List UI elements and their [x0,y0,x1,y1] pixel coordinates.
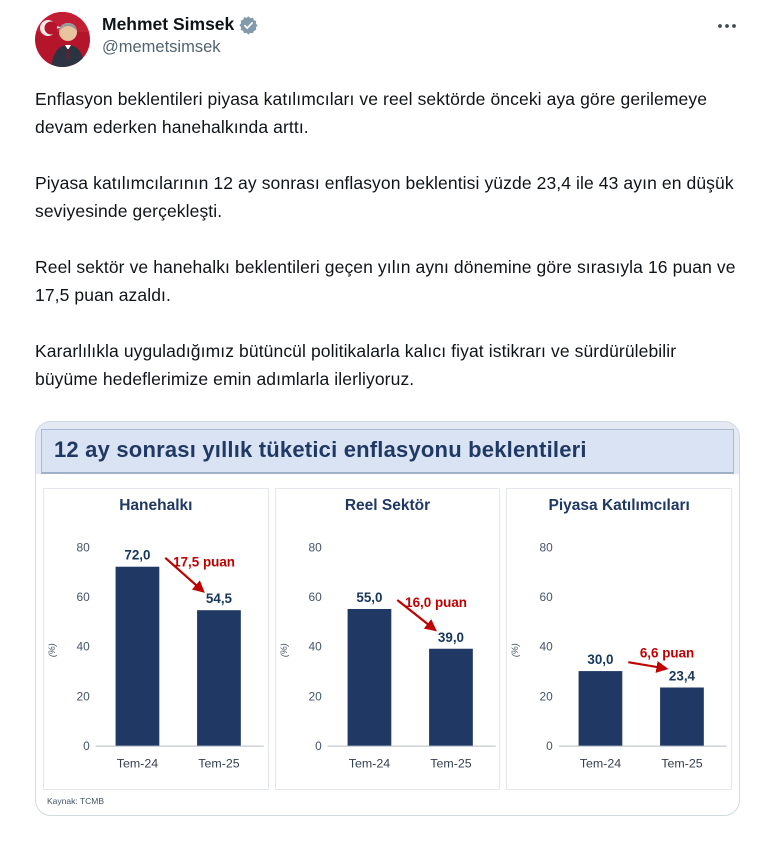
svg-text:Tem-25: Tem-25 [661,756,703,771]
svg-text:60: 60 [76,590,90,605]
svg-text:80: 80 [76,540,90,555]
panel-plot [276,519,500,789]
svg-text:30,0: 30,0 [587,652,614,668]
chart-body [36,474,739,815]
display-name[interactable]: Mehmet Simsek [102,14,235,34]
user-handle[interactable]: @memetsimsek [102,38,221,56]
svg-text:20: 20 [308,689,322,704]
more-options-button[interactable] [714,12,740,51]
svg-text:55,0: 55,0 [356,590,383,606]
svg-text:40: 40 [76,639,90,654]
svg-text:Tem-25: Tem-25 [198,756,240,771]
svg-text:20: 20 [539,689,554,704]
svg-text:40: 40 [539,639,554,654]
svg-text:(%): (%) [46,643,57,658]
chart-panel [506,488,732,790]
panel-title: Reel Sektör [344,497,431,514]
panel-plot [507,519,731,789]
svg-text:40: 40 [308,639,322,654]
svg-text:(%): (%) [278,643,289,658]
verified-badge-icon [239,16,258,35]
svg-text:0: 0 [314,739,322,754]
chart-title: 12 ay sonrası yıllık tüketici enflasyonu beklentileri [54,437,587,462]
svg-text:Tem-24: Tem-24 [116,756,159,771]
chart-title-band [41,429,734,474]
svg-text:Tem-24: Tem-24 [348,756,390,771]
panel-title: Hanehalkı [119,497,193,514]
svg-text:20: 20 [76,689,90,704]
panel-plot [44,519,268,789]
avatar[interactable] [35,12,90,67]
svg-text:0: 0 [546,739,554,754]
svg-text:54,5: 54,5 [205,591,233,607]
identity-block [102,12,714,57]
chart-panels-row [43,488,732,790]
tweet-paragraph: Piyasa katılımcılarının 12 ay sonrası enflasyon beklentisi yüzde 23,4 ile 43 ayın en düşük seviyesinde gerçekleşti. [35,173,734,221]
panel-title: Piyasa Katılımcıları [548,497,690,514]
tweet-paragraph: Kararlılıkla uyguladığımız bütüncül politikalarla kalıcı fiyat istikrarı ve sürdürülebilir büyüme hedeflerimize emin adımlarla ilerliyoruz. [35,341,677,389]
chart-source-note: Kaynak: TCMB [43,790,732,813]
svg-text:39,0: 39,0 [437,629,464,645]
chart-panel [275,488,501,790]
tweet-paragraph: Enflasyon beklentileri piyasa katılımcıları ve reel sektörde önceki aya göre gerilemeye devam ederken hanehalkında arttı. [35,89,708,137]
svg-text:0: 0 [83,739,90,754]
tweet-media-chart[interactable] [35,421,740,816]
svg-text:60: 60 [539,590,554,605]
svg-text:(%): (%) [510,643,521,658]
tweet-text [35,85,740,393]
ellipsis-icon [716,18,738,40]
svg-text:16,0 puan: 16,0 puan [404,594,467,610]
svg-text:72,0: 72,0 [124,547,151,563]
svg-text:23,4: 23,4 [669,668,696,684]
svg-text:60: 60 [308,590,322,605]
svg-text:80: 80 [308,540,322,555]
tweet-paragraph: Reel sektör ve hanehalkı beklentileri geçen yılın aynı dönemine göre sırasıyla 16 puan ve 17,5 puan azaldı. [35,257,736,305]
svg-text:17,5 puan: 17,5 puan [173,554,235,570]
tweet-header [35,12,740,67]
avatar-image [35,12,90,67]
svg-text:80: 80 [539,540,554,555]
chart-panel [43,488,269,790]
svg-text:Tem-24: Tem-24 [580,756,622,771]
svg-text:6,6 puan: 6,6 puan [640,645,695,661]
svg-text:Tem-25: Tem-25 [429,756,472,771]
